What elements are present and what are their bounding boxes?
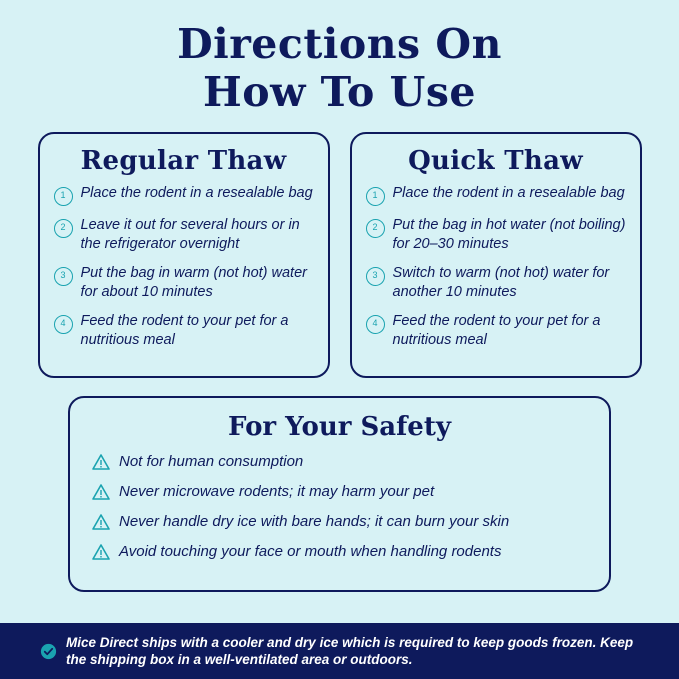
step-number-badge: 2	[54, 219, 73, 238]
page-title-line-2: How To Use	[202, 68, 476, 116]
list-item	[366, 264, 626, 302]
list-item	[92, 512, 587, 531]
step-text: Put the bag in hot water (not boiling) for 20–30 minutes	[392, 217, 626, 252]
list-item	[54, 216, 314, 254]
step-text: Feed the rodent to your pet for a nutritious meal	[80, 313, 289, 348]
card-quick-thaw-title: Quick Thaw	[408, 146, 583, 176]
warning-triangle-icon	[92, 454, 110, 470]
safety-text: Never handle dry ice with bare hands; it can burn your skin	[119, 513, 510, 530]
step-number-badge: 4	[54, 315, 73, 334]
list-item	[366, 184, 626, 206]
list-item	[54, 184, 314, 206]
page-title	[0, 0, 679, 116]
safety-text: Avoid touching your face or mouth when handling rodents	[119, 543, 502, 560]
step-text: Leave it out for several hours or in the refrigerator overnight	[80, 217, 300, 252]
step-number-badge: 1	[54, 187, 73, 206]
card-quick-thaw	[350, 132, 642, 378]
card-regular-thaw	[38, 132, 330, 378]
card-for-your-safety-title: For Your Safety	[228, 412, 451, 442]
step-text: Switch to warm (not hot) water for another 10 minutes	[392, 265, 610, 300]
step-number-badge: 4	[366, 315, 385, 334]
list-item	[92, 482, 587, 501]
step-number-badge: 3	[366, 267, 385, 286]
warning-triangle-icon	[92, 514, 110, 530]
step-text: Place the rodent in a resealable bag	[80, 185, 313, 201]
list-item	[54, 264, 314, 302]
step-text: Feed the rodent to your pet for a nutritious meal	[392, 313, 601, 348]
safety-text: Never microwave rodents; it may harm your pet	[119, 483, 435, 500]
warning-triangle-icon	[92, 544, 110, 560]
footer-banner	[0, 623, 679, 679]
list-item	[92, 452, 587, 471]
page-title-line-1: Directions On	[177, 20, 502, 68]
step-text: Place the rodent in a resealable bag	[392, 185, 625, 201]
footer-text: Mice Direct ships with a cooler and dry ice which is required to keep goods frozen. Keep the shipping box in a well-ventilated area or outdoors.	[66, 635, 634, 667]
warning-triangle-icon	[92, 484, 110, 500]
safety-section	[0, 396, 679, 592]
card-regular-thaw-title: Regular Thaw	[80, 146, 287, 176]
list-item	[366, 216, 626, 254]
list-item	[54, 312, 314, 350]
step-number-badge: 2	[366, 219, 385, 238]
step-text: Put the bag in warm (not hot) water for about 10 minutes	[80, 265, 307, 300]
list-item	[92, 542, 587, 561]
thaw-cards-row	[0, 132, 679, 378]
safety-text: Not for human consumption	[119, 453, 304, 470]
card-for-your-safety	[68, 396, 611, 592]
list-item	[366, 312, 626, 350]
step-number-badge: 3	[54, 267, 73, 286]
step-number-badge: 1	[366, 187, 385, 206]
check-circle-icon	[40, 643, 57, 660]
